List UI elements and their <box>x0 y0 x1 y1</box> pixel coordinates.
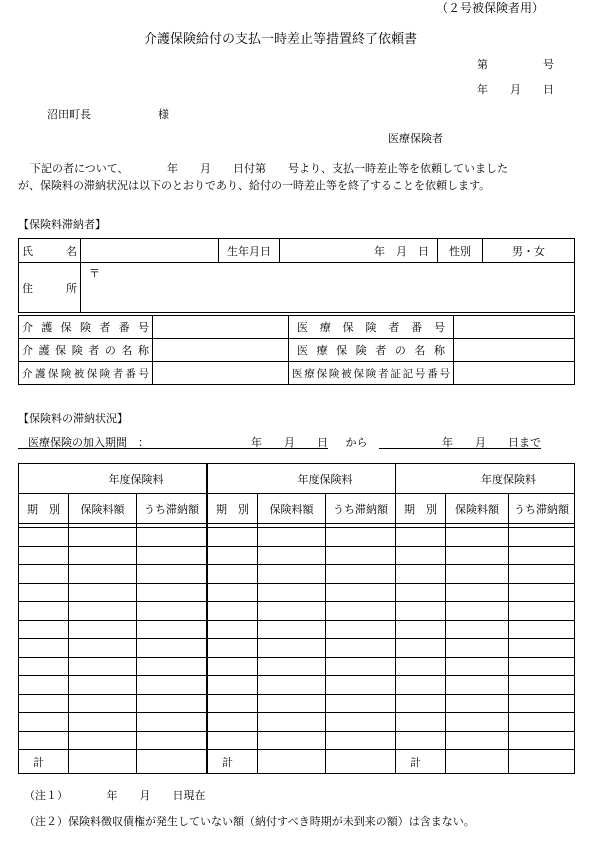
premium-cell <box>446 657 509 676</box>
premium-cell <box>326 583 396 602</box>
premium-cell <box>137 583 207 602</box>
premium-cell <box>396 565 446 584</box>
ltc-insured-number-label: 介護保険被保険者番号 <box>19 362 153 385</box>
col-period-header: 期 別 <box>208 494 258 524</box>
premium-cell <box>69 657 137 676</box>
premium-cell <box>19 694 69 713</box>
premium-cell <box>396 546 446 565</box>
col-premium-header: 保険料額 <box>446 494 509 524</box>
delinquent-info-table <box>18 238 575 313</box>
premium-cell <box>208 602 258 621</box>
premium-cell <box>69 676 137 695</box>
document-title: 介護保険給付の支払一時差止等措置終了依頼書 <box>144 32 418 47</box>
enrollment-period-from: 年 月 日 <box>204 437 328 449</box>
premium-cell <box>326 694 396 713</box>
premium-cell <box>69 620 137 639</box>
medical-insurer-name-field <box>454 339 575 362</box>
premium-cell <box>137 657 207 676</box>
premium-cell <box>509 583 575 602</box>
medical-insurer-number-label: 医療保険者番号 <box>289 316 454 339</box>
request-paragraph-line1: 下記の者について、 年 月 日付第 号より、支払一時差止等を依頼していました <box>30 162 509 175</box>
col-period-header: 期 別 <box>396 494 446 524</box>
note-1: （注１） 年 月 日現在 <box>24 789 206 802</box>
premium-cell <box>69 565 137 584</box>
premium-cell <box>446 528 509 547</box>
premium-cell <box>509 676 575 695</box>
table-row <box>19 546 207 565</box>
table-row <box>208 602 396 621</box>
premium-cell <box>509 602 575 621</box>
premium-cell <box>326 657 396 676</box>
total-label: 計 <box>208 750 258 774</box>
premium-cell <box>208 620 258 639</box>
table-row <box>208 528 396 547</box>
premium-cell <box>208 657 258 676</box>
ltc-insurer-number-label: 介護保険者番号 <box>19 316 153 339</box>
premium-cell <box>137 565 207 584</box>
premium-cell <box>19 602 69 621</box>
premium-cell <box>19 528 69 547</box>
premium-cell <box>208 583 258 602</box>
table-row <box>208 639 396 658</box>
table-row <box>396 694 575 713</box>
note-2: （注２）保険料徴収債権が発生していない額（納付すべき時期が未到来の額）は含まない。 <box>24 815 475 828</box>
sender-label: 医療保険者 <box>388 132 443 145</box>
premium-cell <box>396 620 446 639</box>
total-premium-cell <box>446 750 509 774</box>
birthdate-label: 生年月日 <box>219 239 280 263</box>
premium-cell <box>19 565 69 584</box>
table-row <box>208 565 396 584</box>
fiscal-year-header: 年度保険料 <box>19 464 207 494</box>
col-delinquent-header: うち滞納額 <box>326 494 396 524</box>
table-row <box>396 639 575 658</box>
premium-cell <box>69 528 137 547</box>
premium-cell <box>396 694 446 713</box>
premium-cell <box>258 583 326 602</box>
table-row <box>396 657 575 676</box>
premium-cell <box>258 731 326 750</box>
premium-cell <box>326 713 396 732</box>
col-premium-header: 保険料額 <box>69 494 137 524</box>
premium-cell <box>258 528 326 547</box>
premium-cell <box>326 565 396 584</box>
premium-cell <box>19 657 69 676</box>
address-field <box>81 263 575 313</box>
table-row <box>19 731 207 750</box>
table-row <box>208 657 396 676</box>
table-row <box>208 546 396 565</box>
premium-cell <box>446 602 509 621</box>
premium-cell <box>509 639 575 658</box>
premium-cell <box>326 602 396 621</box>
gender-label: 性別 <box>438 239 483 263</box>
status-section-title: 【保険料の滞納状況】 <box>18 412 128 425</box>
premium-cell <box>446 731 509 750</box>
premium-cell <box>396 657 446 676</box>
table-row <box>396 731 575 750</box>
address-label: 住 所 <box>19 263 81 313</box>
premium-cell <box>326 639 396 658</box>
premium-cell <box>446 620 509 639</box>
premium-cell <box>137 676 207 695</box>
premium-cell <box>137 713 207 732</box>
addressee-honorific: 様 <box>158 108 169 121</box>
premium-cell <box>258 694 326 713</box>
premium-cell <box>326 546 396 565</box>
table-row <box>208 620 396 639</box>
table-row <box>396 546 575 565</box>
total-delinquent-cell <box>137 750 207 774</box>
table-row <box>396 713 575 732</box>
premium-cell <box>137 528 207 547</box>
premium-cell <box>446 713 509 732</box>
premium-cell <box>137 639 207 658</box>
table-row <box>396 602 575 621</box>
table-row <box>208 583 396 602</box>
premium-cell <box>509 694 575 713</box>
premium-cell <box>208 639 258 658</box>
premium-cell <box>396 731 446 750</box>
total-label: 計 <box>19 750 69 774</box>
premium-cell <box>396 639 446 658</box>
request-paragraph <box>18 160 593 194</box>
enrollment-period-to: 年 月 日まで <box>379 437 541 449</box>
table-row <box>19 676 207 695</box>
table-row <box>19 602 207 621</box>
premium-cell <box>137 546 207 565</box>
premium-cell <box>137 694 207 713</box>
medical-insurer-number-field <box>454 316 575 339</box>
premium-cell <box>208 694 258 713</box>
premium-cell <box>208 731 258 750</box>
request-paragraph-line2: が、保険料の滞納状況は以下のとおりであり、給付の一時差止等を終了することを依頼します。 <box>18 179 491 192</box>
premium-cell <box>258 602 326 621</box>
premium-cell <box>69 583 137 602</box>
premium-cell <box>137 620 207 639</box>
premium-cell <box>258 565 326 584</box>
premium-cell <box>509 620 575 639</box>
premium-cell <box>258 639 326 658</box>
table-row <box>396 676 575 695</box>
premium-cell <box>446 694 509 713</box>
medical-card-number-field <box>454 362 575 385</box>
premium-cell <box>396 602 446 621</box>
premium-cell <box>326 528 396 547</box>
document-date-line: 年 月 日 <box>477 83 554 96</box>
table-row <box>208 676 396 695</box>
addressee-name: 沼田町長 <box>47 108 91 121</box>
premium-cell <box>326 731 396 750</box>
premium-cell <box>19 676 69 695</box>
premium-cell <box>446 676 509 695</box>
enrollment-period-label: 医療保険の加入期間 ： <box>18 437 204 449</box>
total-delinquent-cell <box>509 750 575 774</box>
table-row <box>396 583 575 602</box>
total-premium-cell <box>69 750 137 774</box>
premium-cell <box>69 602 137 621</box>
table-row <box>19 565 207 584</box>
premium-cell <box>137 602 207 621</box>
table-row <box>396 620 575 639</box>
premium-cell <box>258 546 326 565</box>
table-row <box>396 528 575 547</box>
total-label: 計 <box>396 750 446 774</box>
premium-cell <box>509 528 575 547</box>
premium-table-3 <box>395 463 575 774</box>
premium-cell <box>208 528 258 547</box>
premium-cell <box>19 713 69 732</box>
premium-cell <box>446 583 509 602</box>
ltc-insurer-name-label: 介護保険者の名称 <box>19 339 153 362</box>
fiscal-year-header: 年度保険料 <box>396 464 575 494</box>
table-row <box>208 694 396 713</box>
premium-cell <box>69 694 137 713</box>
col-delinquent-header: うち滞納額 <box>137 494 207 524</box>
premium-cell <box>258 657 326 676</box>
postal-mark: 〒 <box>89 267 100 280</box>
delinquent-section-title: 【保険料滞納者】 <box>18 218 106 231</box>
table-row <box>396 565 575 584</box>
premium-cell <box>509 546 575 565</box>
premium-cell <box>446 546 509 565</box>
document-number-line: 第 号 <box>477 58 554 71</box>
premium-cell <box>396 583 446 602</box>
premium-cell <box>69 639 137 658</box>
gender-value: 男・女 <box>483 239 575 263</box>
premium-cell <box>208 546 258 565</box>
ltc-insurer-number-field <box>153 316 289 339</box>
premium-cell <box>258 676 326 695</box>
premium-cell <box>446 565 509 584</box>
enrollment-period-from-word: から <box>345 436 368 449</box>
premium-cell <box>509 713 575 732</box>
premium-cell <box>69 713 137 732</box>
name-field <box>81 239 219 263</box>
col-premium-header: 保険料額 <box>258 494 326 524</box>
premium-cell <box>69 731 137 750</box>
table-row <box>19 694 207 713</box>
premium-cell <box>326 620 396 639</box>
ltc-insurer-name-field <box>153 339 289 362</box>
table-row <box>208 713 396 732</box>
premium-cell <box>208 713 258 732</box>
table-row <box>19 639 207 658</box>
premium-cell <box>509 731 575 750</box>
col-period-header: 期 別 <box>19 494 69 524</box>
name-label: 氏 名 <box>19 239 81 263</box>
premium-cell <box>69 546 137 565</box>
premium-cell <box>396 713 446 732</box>
enrollment-period-line <box>18 437 541 449</box>
premium-cell <box>258 713 326 732</box>
medical-card-number-label: 医療保険被保険者証記号番号 <box>289 362 454 385</box>
premium-cell <box>19 731 69 750</box>
ltc-insured-number-field <box>153 362 289 385</box>
table-row <box>19 528 207 547</box>
table-row <box>19 583 207 602</box>
table-row <box>19 620 207 639</box>
table-row <box>19 657 207 676</box>
insured-type-label: （２号被保険者用） <box>436 1 545 15</box>
col-delinquent-header: うち滞納額 <box>509 494 575 524</box>
premium-cell <box>326 676 396 695</box>
premium-cell <box>446 639 509 658</box>
premium-cell <box>258 620 326 639</box>
premium-cell <box>208 676 258 695</box>
premium-table-2 <box>207 463 396 774</box>
premium-cell <box>396 528 446 547</box>
premium-cell <box>396 676 446 695</box>
insurer-info-table <box>18 315 575 385</box>
table-row <box>208 731 396 750</box>
premium-cell <box>208 565 258 584</box>
medical-insurer-name-label: 医療保険者の名称 <box>289 339 454 362</box>
premium-table-1 <box>18 463 207 774</box>
premium-cell <box>509 565 575 584</box>
premium-cell <box>19 639 69 658</box>
fiscal-year-header: 年度保険料 <box>208 464 396 494</box>
premium-cell <box>19 620 69 639</box>
total-premium-cell <box>258 750 326 774</box>
total-delinquent-cell <box>326 750 396 774</box>
premium-cell <box>19 546 69 565</box>
premium-cell <box>19 583 69 602</box>
table-row <box>19 713 207 732</box>
premium-cell <box>509 657 575 676</box>
birthdate-value: 年 月 日 <box>280 239 438 263</box>
premium-cell <box>137 731 207 750</box>
